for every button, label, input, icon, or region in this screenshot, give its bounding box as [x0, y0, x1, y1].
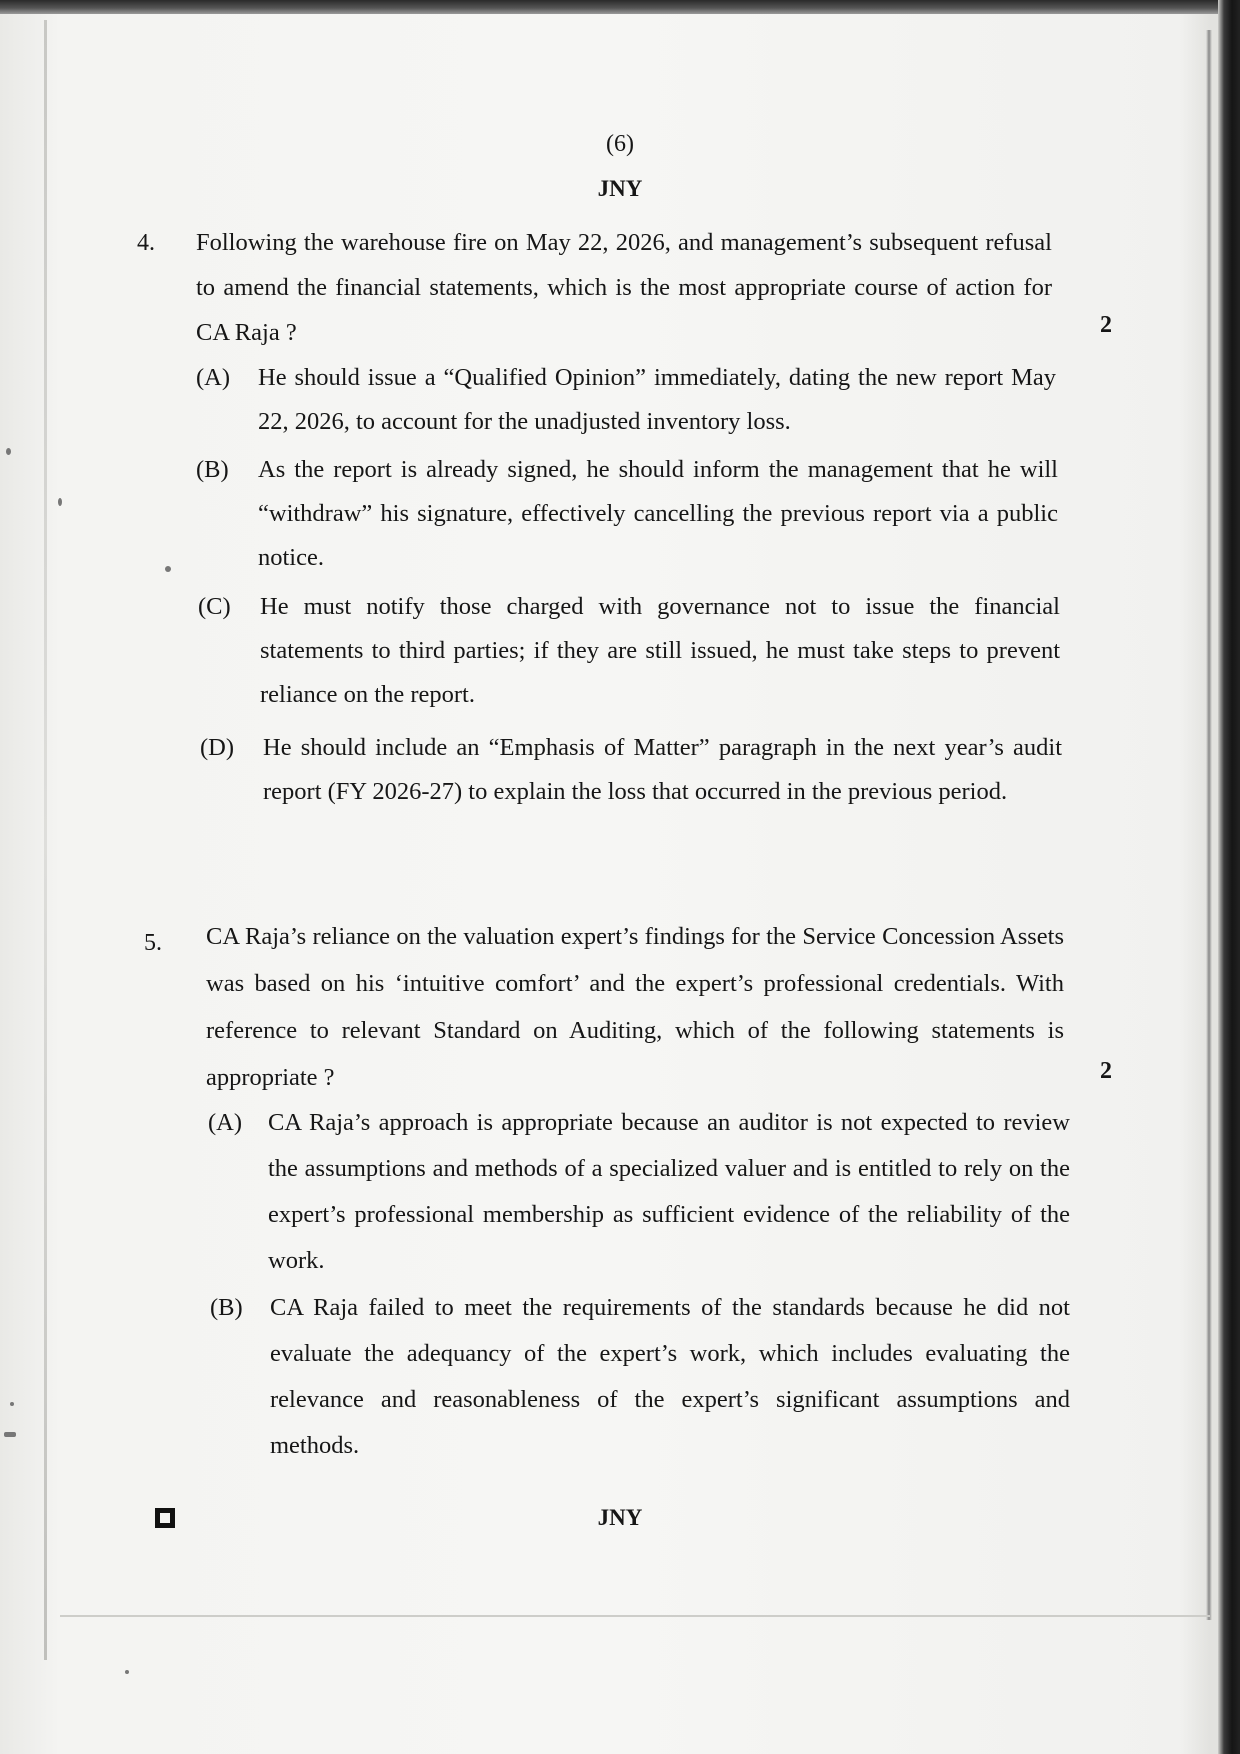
- scan-top-edge: [0, 0, 1240, 14]
- scan-speck: [6, 448, 11, 455]
- option-text: He should include an “Emphasis of Matter” paragraph in the next year’s audit report (FY 2026-27) to explain the loss that occurred in the previous period.: [263, 734, 1062, 805]
- option-label: (B): [210, 1294, 243, 1321]
- scan-right-shadow: [1206, 30, 1212, 1620]
- question-marks: 2: [1100, 312, 1112, 338]
- scan-bottom-fold: [60, 1615, 1210, 1617]
- option-text: He must notify those charged with governance not to issue the financial statements to third parties; if they are still issued, he must take steps to prevent reliance on the report.: [260, 593, 1060, 708]
- page-number: (6): [606, 131, 634, 157]
- option-c: [198, 585, 1060, 717]
- option-b: [210, 1285, 1070, 1469]
- paper-code-footer: JNY: [597, 1505, 643, 1530]
- question-number: 5.: [144, 930, 162, 956]
- option-text: As the report is already signed, he should inform the management that he will “withdraw” his signature, effectively cancelling the previous report via a public notice.: [258, 456, 1058, 571]
- question-marks: 2: [1100, 1058, 1112, 1084]
- option-label: (D): [200, 734, 235, 761]
- scan-speck: [10, 1402, 14, 1406]
- option-text: He should issue a “Qualified Opinion” immediately, dating the new report May 22, 2026, to account for the unadjusted inventory loss.: [258, 364, 1056, 435]
- scan-speck: [165, 566, 171, 572]
- question-number: 4.: [137, 230, 155, 256]
- option-d: [200, 726, 1062, 814]
- scan-speck: [125, 1670, 129, 1674]
- option-label: (A): [208, 1109, 243, 1136]
- option-text: CA Raja’s approach is appropriate because an auditor is not expected to review the assumptions and methods of a specialized valuer and is entitled to rely on the expert’s professional membership as sufficient evidence of the reliability of the work.: [268, 1109, 1070, 1274]
- option-b: [196, 448, 1058, 580]
- option-text: CA Raja failed to meet the requirements of the standards because he did not evaluate the adequancy of the expert’s work, which includes evaluating the relevance and reasonableness of the expert’s significant assumptions and methods.: [270, 1294, 1070, 1459]
- option-label: (B): [196, 456, 229, 483]
- option-a: [196, 356, 1056, 444]
- question-text: Following the warehouse fire on May 22, 2026, and management’s subsequent refusal to amend the financial statements, which is the most appropriate course of action for CA Raja ?: [196, 229, 1052, 346]
- option-label: (A): [196, 364, 231, 391]
- option-a: [208, 1100, 1070, 1284]
- question-text: CA Raja’s reliance on the valuation expert’s findings for the Service Concession Assets was based on his ‘intuitive comfort’ and the expert’s professional credentials. With reference to relevant Standard on Auditing, which of the following statements is appropriate ?: [206, 923, 1064, 1091]
- scan-left-fold: [44, 20, 47, 1660]
- scan-right-edge: [1218, 0, 1240, 1754]
- scan-speck: [58, 498, 62, 506]
- paper-code-header: JNY: [597, 176, 643, 201]
- scan-speck: [4, 1432, 16, 1437]
- option-label: (C): [198, 593, 231, 620]
